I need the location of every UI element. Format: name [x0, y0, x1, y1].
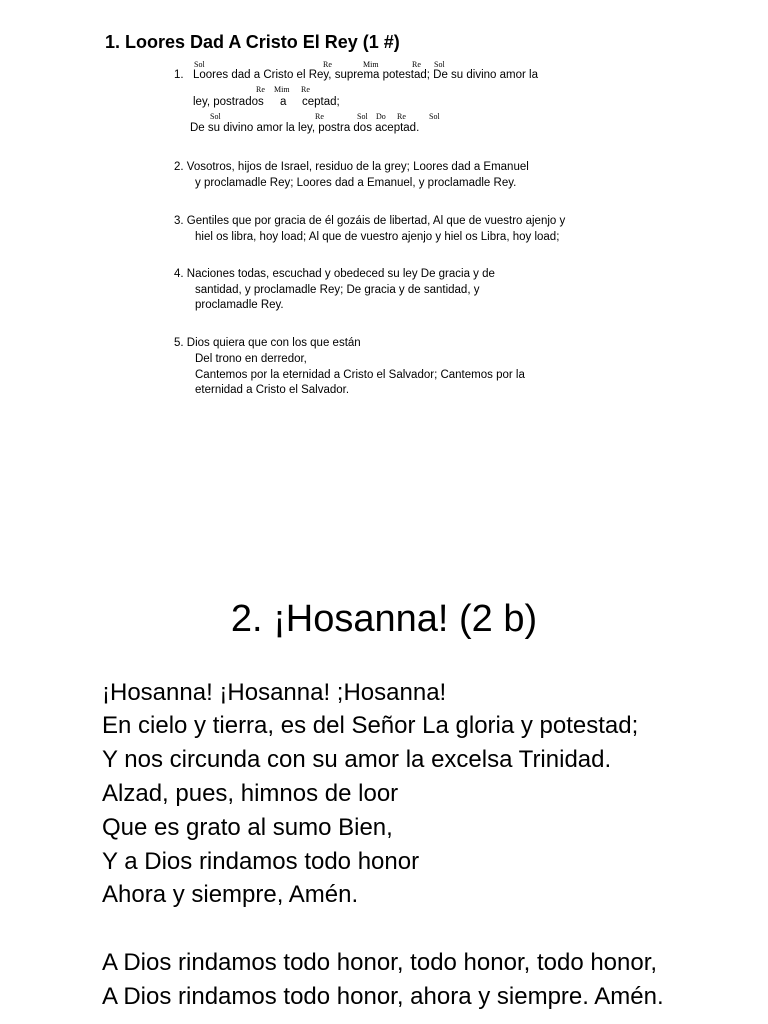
lyric-line: eternidad a Cristo el Salvador.	[195, 384, 350, 396]
hymn-line: Y nos circunda con su amor la excelsa Trinidad.	[102, 746, 612, 773]
chord: Sol	[210, 112, 221, 121]
hymn-line: Y a Dios rindamos todo honor	[102, 848, 420, 875]
hymn-line: Que es grato al sumo Bien,	[102, 814, 393, 841]
verse-number: 1.	[174, 69, 184, 81]
lyric-line: ley, postrados	[193, 96, 264, 108]
lyric-line: ceptad;	[302, 96, 340, 108]
lyric-line: De su divino amor la ley, postra dos aceptad.	[190, 122, 420, 134]
chord: Re	[256, 85, 265, 94]
hymn-line: En cielo y tierra, es del Señor La gloria y potestad;	[102, 712, 639, 739]
lyric-line: 5. Dios quiera que con los que están	[174, 337, 361, 349]
chorus-line: A Dios rindamos todo honor, todo honor, todo honor,	[102, 949, 658, 976]
chord: Mim	[274, 85, 290, 94]
chord: Re	[323, 60, 332, 69]
lyric-line: Del trono en derredor,	[195, 353, 307, 365]
lyric-line: Cantemos por la eternidad a Cristo el Salvador; Cantemos por la	[195, 369, 525, 381]
hymn-line: Ahora y siempre, Amén.	[102, 881, 359, 908]
song2-title: 2. ¡Hosanna! (2 b)	[230, 598, 538, 640]
chord: Re	[397, 112, 406, 121]
hymn-line: ¡Hosanna! ¡Hosanna! ;Hosanna!	[102, 679, 447, 706]
chorus-line: A Dios rindamos todo honor, ahora y siempre. Amén.	[102, 983, 664, 1010]
chord: Sol	[194, 60, 205, 69]
lyric-line: a	[280, 96, 287, 108]
chord: Sol	[434, 60, 445, 69]
lyric-line: 4. Naciones todas, escuchad y obedeced su ley De gracia y de	[174, 268, 495, 280]
lyric-line: y proclamadle Rey; Loores dad a Emanuel, y proclamadle Rey.	[195, 177, 517, 189]
chord: Re	[301, 85, 310, 94]
lyric-line: Loores dad a Cristo el Rey, suprema potestad; De su divino amor la	[193, 69, 538, 81]
lyric-line: 2. Vosotros, hijos de Israel, residuo de la grey; Loores dad a Emanuel	[174, 161, 529, 173]
hymn-line: Alzad, pues, himnos de loor	[102, 780, 399, 807]
song1-title: 1. Loores Dad A Cristo El Rey (1 #)	[105, 32, 400, 52]
chord: Sol	[357, 112, 368, 121]
lyric-line: proclamadle Rey.	[195, 299, 284, 311]
chord: Do	[376, 112, 386, 121]
lyric-line: 3. Gentiles que por gracia de él gozáis de libertad, Al que de vuestro ajenjo y	[174, 215, 566, 227]
chord: Re	[412, 60, 421, 69]
chord: Sol	[429, 112, 440, 121]
lyric-line: santidad, y proclamadle Rey; De gracia y de santidad, y	[195, 284, 480, 296]
chord: Re	[315, 112, 324, 121]
chord: Mim	[363, 60, 379, 69]
lyric-line: hiel os libra, hoy load; Al que de vuestro ajenjo y hiel os Libra, hoy load;	[195, 231, 560, 243]
